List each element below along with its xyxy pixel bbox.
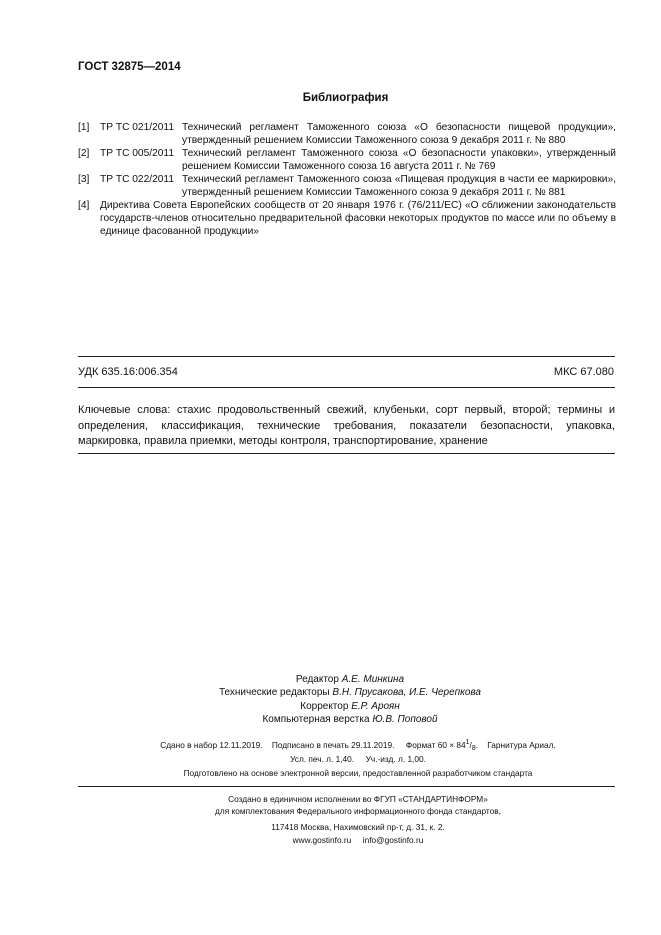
- bibliography-item: [78, 173, 616, 199]
- format-denominator: 8: [471, 745, 476, 752]
- website-link[interactable]: www.gostinfo.ru: [292, 834, 352, 845]
- typeface-text: Гарнитура Ариал.: [487, 740, 556, 750]
- divider-bottom: [78, 786, 615, 787]
- print-sheets: Усл. печ. л. 1,40.: [290, 754, 355, 764]
- bib-text: Технический регламент Таможенного союза «О безопасности пищевой продукции», утвержденный решением Комиссии Таможенного союза 9 декабря 2011 г. № 880: [182, 122, 616, 146]
- layout-line: [160, 713, 540, 726]
- divider-middle: [78, 387, 615, 388]
- bib-number: [1]: [78, 122, 90, 133]
- print-date: Подписано в печать 29.11.2019.: [271, 740, 395, 750]
- corrector-name: Е.Р. Ароян: [351, 700, 400, 712]
- udk-code: УДК 635.16:006.354: [78, 366, 178, 378]
- typeset-date: Сдано в набор 12.11.2019.: [160, 740, 263, 750]
- bibliography-item: [78, 121, 616, 147]
- bibliography-item: [78, 147, 616, 173]
- footer-line-3: 117418 Москва, Нахимовский пр-т, д. 31, к. 2.: [271, 822, 445, 833]
- tech-editors-line: [160, 686, 540, 699]
- footer-block: [78, 793, 638, 846]
- credits-block: [160, 673, 540, 727]
- publisher-sheets: Уч.-изд. л. 1,00.: [365, 754, 426, 764]
- layout-label: Компьютерная верстка: [262, 714, 370, 726]
- mks-code: МКС 67.080: [553, 366, 614, 378]
- format-numerator: 1: [465, 739, 470, 746]
- editor-line: [160, 673, 540, 686]
- bib-code: ТР ТС 022/2011: [100, 174, 174, 185]
- divider-keywords: [78, 453, 615, 454]
- corrector-label: Корректор: [300, 700, 349, 712]
- bib-code: ТР ТС 005/2011: [100, 148, 174, 159]
- publication-line-3: Подготовлено на основе электронной версии, предоставленной разработчиком стандарта: [183, 768, 533, 778]
- format-label: Формат 60 × 84: [405, 740, 466, 750]
- layout-name: Ю.В. Поповой: [372, 714, 438, 726]
- bib-code: ТР ТС 021/2011: [100, 122, 174, 133]
- footer-contacts: [78, 834, 638, 846]
- tech-editors-names: В.Н. Прусакова, И.Е. Черепкова: [332, 687, 481, 699]
- bibliography-list: [78, 121, 616, 238]
- editor-label: Редактор: [295, 674, 339, 685]
- corrector-line: [160, 700, 540, 713]
- keywords-text: Ключевые слова: стахис продовольственный свежий, клубеньки, сорт первый, второй; термины и определения, классификация, технические требования, показатели безопасности, упаковка, маркировка, правила приемки, методы контроля, транспортирование, хранение: [78, 404, 615, 447]
- bib-number: [2]: [78, 148, 90, 159]
- bib-text: Директива Совета Европейских сообществ от 20 января 1976 г. (76/211/ЕС) «О сближении законодательств государств-членов относительно предварительной фасовки некоторых продуктов по массе или по объему в единице фасованной продукции»: [100, 200, 616, 237]
- bib-number: [4]: [78, 200, 90, 211]
- tech-editors-label: Технические редакторы: [218, 687, 330, 699]
- bibliography-title: Библиография: [302, 92, 389, 104]
- publication-line-2: [78, 754, 638, 764]
- bib-number: [3]: [78, 174, 90, 185]
- divider-top: [78, 356, 615, 357]
- bibliography-item: [78, 199, 616, 238]
- footer-line-1: Создано в единичном исполнении во ФГУП «СТАНДАРТИНФОРМ»: [228, 794, 488, 804]
- footer-line-2: для комплектования Федерального информационного фонда стандартов,: [215, 806, 501, 817]
- format-text: Формат $60 \times 84^1/_8$: [405, 739, 476, 752]
- bib-text: Технический регламент Таможенного союза «Пищевая продукция в части ее маркировки», утвержденный решением Комиссии Таможенного союза 9 декабря 2011 г. № 881: [182, 174, 616, 198]
- editor-name: А.Е. Минкина: [341, 674, 405, 685]
- email-link[interactable]: info@gostinfo.ru: [362, 834, 424, 845]
- publication-line-1: Сдано в набор 12.11.2019. Подписано в печать 29.11.2019. Формат $60 \times 84^1/_8$. Гарнитура Ариал.: [160, 739, 556, 752]
- document-header: ГОСТ 32875—2014: [78, 61, 181, 73]
- bib-text: Технический регламент Таможенного союза «О безопасности упаковки», утвержденный решением Комиссии Таможенного союза 16 августа 2011 г. № 769: [182, 148, 616, 172]
